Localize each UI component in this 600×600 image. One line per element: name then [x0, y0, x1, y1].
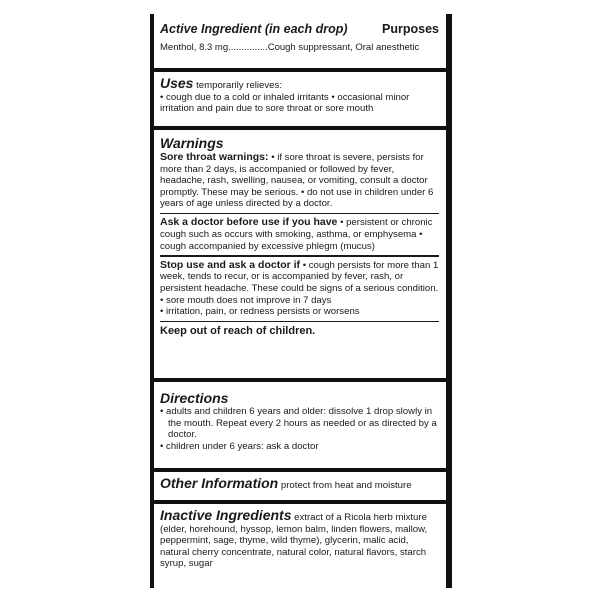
ask-doctor-text: • persistent or chronic cough such as occurs with smoking, asthma, or emphysema • cough accompanied by excessive phlegm (mucus) — [160, 217, 433, 252]
other-information-panel — [154, 472, 446, 500]
warnings-title: Warnings — [160, 135, 224, 151]
directions-item-children: • children under 6 years: ask a doctor — [160, 440, 319, 452]
stop-use-title: Stop use and ask a doctor if — [160, 258, 301, 271]
inactive-ingredients-title: Inactive Ingredients — [160, 507, 292, 523]
active-ingredient-heading: Active Ingredient (in each drop) — [160, 22, 348, 36]
warnings-divider-1 — [160, 213, 439, 215]
uses-title: Uses — [160, 75, 194, 91]
inactive-ingredients-text: extract of a Ricola herb mixture (elder, horehound, hyssop, lemon balm, linden flowers, mallow, peppermint, sage, thyme, wild thyme), glycerin, malic acid, natural cherry concentrate, natural color, natural flavors, starch syrup, sugar — [160, 512, 428, 570]
stop-use-text-2: • irritation, pain, or redness persists or worsens — [160, 306, 360, 318]
directions-panel — [154, 382, 446, 468]
warnings-divider-3 — [160, 321, 439, 323]
uses-intro: temporarily relieves: — [196, 80, 282, 91]
keep-out-of-reach: Keep out of reach of children. — [160, 325, 316, 338]
inactive-ingredients-panel — [154, 504, 446, 588]
directions-item-adults: • adults and children 6 years and older: dissolve 1 drop slowly in the mouth. Repeat every 2 hours as needed or as directed by a doctor. — [160, 406, 437, 441]
drug-facts-label — [150, 14, 452, 588]
other-information-title: Other Information — [160, 475, 279, 491]
other-information-text: protect from heat and moisture — [280, 480, 412, 491]
warnings-panel — [154, 130, 446, 378]
sore-throat-warnings-text: • if sore throat is severe, persists for more than 2 days, is accompanied or followed by fever, headache, rash, swelling, nausea, or vomiting, consult a doctor promptly. These may be serious. • do not use in children under 6 years of age unless directed by a doctor. — [160, 152, 434, 210]
menthol-line: Menthol, 8.3 mg...............Cough suppressant, Oral anesthetic — [160, 42, 420, 53]
directions-title: Directions — [160, 390, 229, 406]
stop-use-text: • cough persists for more than 1 week, tends to recur, or is accompanied by fever, rash, or persistent headache. These could be signs of a serious condition. • sore mouth does not improve in 7 days — [160, 259, 439, 306]
uses-panel — [154, 72, 446, 126]
warnings-divider-2 — [160, 255, 439, 257]
active-ingredient-header — [160, 22, 439, 37]
sore-throat-warnings-title: Sore throat warnings: — [160, 151, 269, 163]
ask-doctor-title: Ask a doctor before use if you have — [160, 216, 338, 229]
uses-text: • cough due to a cold or inhaled irritants • occasional minor irritation and pain due to sore throat or sore mouth — [160, 91, 410, 115]
active-ingredient-panel — [154, 14, 446, 68]
purposes-heading: Purposes — [382, 22, 439, 36]
